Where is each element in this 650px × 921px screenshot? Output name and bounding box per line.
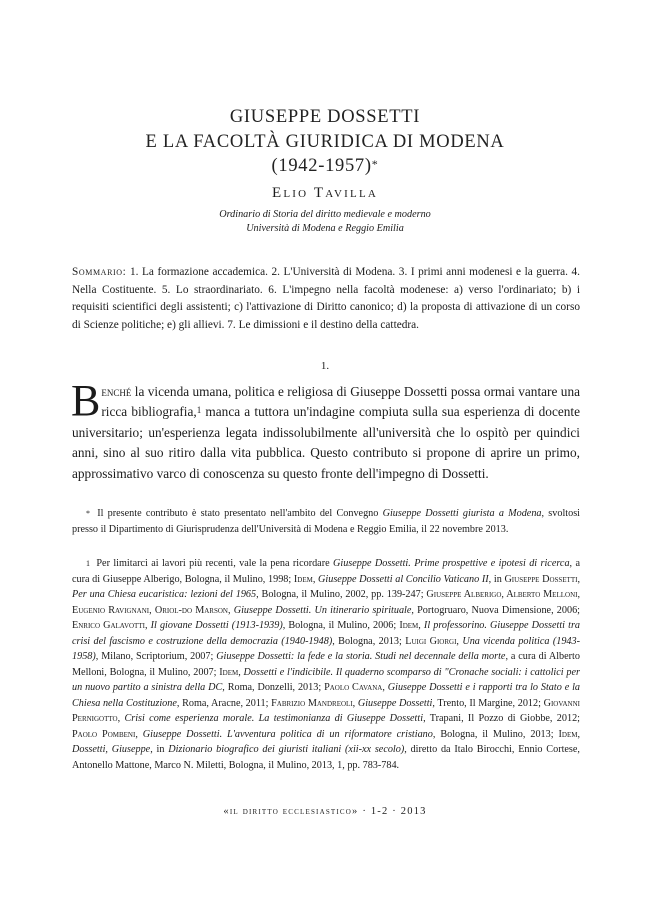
footnote-italic: Giuseppe Dossetti al Concilio Vaticano II [318, 573, 489, 585]
footnote-italic: Dizionario biografico dei giuristi italiani (xii-xx secolo) [168, 744, 405, 755]
footnote-author: Idem [558, 728, 578, 740]
body-paragraph [71, 376, 580, 484]
footnote-text: , [144, 620, 151, 631]
article-title-line-1: GIUSEPPE DOSSETTI [229, 107, 421, 127]
title-dates-text: (1942-1957) [271, 156, 372, 176]
section-number: 1. [320, 360, 330, 372]
footnote-italic: Il giovane Dossetti (1913-1939) [150, 620, 283, 631]
footnote-italic: Giuseppe Dossetti. Un itinerario spirituale [233, 604, 412, 616]
title-footnote-marker: * [371, 157, 379, 171]
article-title-line-2: E LA FACOLTÀ GIURIDICA DI MODENA [145, 132, 505, 152]
footnote-text: , Trapani, Il Pozzo di Giobbe, 2012; [423, 713, 581, 724]
footnote-author: Luigi Giorgi [405, 635, 457, 647]
footnote-text: , Bologna, 2013; [332, 635, 406, 647]
footnote-text: , [352, 697, 358, 709]
footnote-text: , svoltosi presso il Dipartimento di Giurisprudenza dell'Università di Modena e Reggio Emilia, il 22 novembre 2013. [72, 508, 580, 535]
footnote-text: , Trento, Il Margine, 2012; [432, 697, 544, 709]
footnote-text: , [382, 682, 388, 693]
footnote-italic: Una vicenda politica (1943-1958) [72, 635, 581, 662]
footnote-text: , a cura di Giuseppe Alberigo, Bologna, il Mulino, 1998; [72, 558, 580, 585]
footnote-text: Il presente contributo è stato presentato nell'ambito del Convegno [93, 508, 383, 519]
footnote-text: , Portogruaro, Nuova Dimensione, 2006; [411, 604, 581, 616]
footnote-text: , [577, 728, 580, 740]
footnote-text: , [577, 573, 580, 585]
author-name: Elio Tavilla [271, 185, 379, 201]
footnote-author: Paolo Cavana [324, 682, 383, 693]
footnote-text: , Roma, Donzelli, 2013; [222, 682, 325, 693]
footnote-author: Idem [219, 666, 239, 678]
footnote-text: , in [488, 573, 505, 585]
footnote-italic: Giuseppe Dossetti [357, 697, 433, 709]
body-text-part-1: la vicenda umana, politica e religiosa di Giuseppe Dossetti possa ormai vantare una ricca bibliografia, [101, 384, 580, 420]
footnote-text: , Bologna, il Mulino, 2006; [282, 620, 400, 631]
author-affiliation-university: Università di Modena e Reggio Emilia [246, 223, 404, 234]
summary-label: Sommario: [72, 266, 127, 278]
footnote-star-mark: * [86, 509, 90, 518]
footnote-text: , diretto da Italo Birocchi, Ennio Cortese, Antonello Mattone, Marco N. Miletti, Bologna, il Mulino, 2013, 1, pp. 783-784. [72, 744, 580, 771]
footnote-1 [72, 556, 580, 773]
article-title-dates [0, 155, 650, 178]
footnote-author: Giuseppe Alberigo, Alberto Melloni, Eugenio Ravignani, Oriol-do Marson [72, 589, 580, 616]
footnote-text: , [418, 620, 424, 631]
footnote-text: , [227, 604, 234, 616]
footnote-author: Paolo Pombeni [72, 728, 136, 740]
footnote-italic: Giuseppe Dossetti: la fede e la storia. Studi nel decennale della morte [216, 651, 506, 662]
footnote-text: , Milano, Scriptorium, 2007; [95, 651, 217, 662]
footnote-italic: Giuseppe Dossetti. L'avventura politica di un riformatore cristiano [142, 728, 433, 740]
footnote-author: Giuseppe Dossetti [504, 573, 578, 585]
footnote-italic: Dossetti, Giuseppe [72, 744, 151, 755]
footnote-text: , [456, 635, 463, 647]
footnote-text: , Bologna, il Mulino, 2013; [432, 728, 559, 740]
footnote-author: Idem [293, 573, 313, 585]
footnote-italic: Giuseppe Dossetti. Prime prospettive e ipotesi di ricerca [333, 558, 570, 569]
footnote-text: , a cura di Alberto Melloni, Bologna, il Mulino, 2007; [72, 651, 580, 678]
footnote-text: , Roma, Aracne, 2011; [176, 697, 272, 709]
journal-footer: «il diritto ecclesiastico» · 1-2 · 2013 [223, 806, 427, 817]
footnote-italic: Giuseppe Dossetti giurista a Modena [382, 508, 542, 519]
footnote-text: , [135, 728, 143, 740]
footnote-text: , in [150, 744, 169, 755]
lead-smallcaps: enché [101, 384, 132, 399]
footnote-italic: Il professorino. Giuseppe Dossetti tra crisi del fascismo e costruzione della democrazia (1940-1948) [72, 620, 581, 647]
footnote-italic: Crisi come esperienza morale. La testimonianza di Giuseppe Dossetti [124, 713, 424, 724]
footnote-author: Giovanni Pernigotto [72, 697, 580, 724]
footnote-text: , [312, 573, 319, 585]
footnote-text: , [238, 666, 244, 678]
summary-abstract [72, 264, 580, 334]
footnote-italic: Giuseppe Dossetti e i rapporti tra lo Stato e la Chiesa nella Costituzione [72, 682, 581, 709]
footnote-text: , Bologna, il Mulino, 2002, pp. 139-247; [256, 589, 427, 600]
footnote-author: Fabrizio Mandreoli [271, 697, 353, 709]
footnote-italic: Dossetti e l'indicibile. Il quaderno scomparso di "Cronache sociali: i cattolici per un nuovo partito a sinistra della DC [72, 666, 580, 693]
footnote-italic: Per una Chiesa eucaristica: lezioni del 1965 [72, 589, 257, 600]
summary-text: 1. La formazione accademica. 2. L'Università di Modena. 3. I primi anni modenesi e la guerra. 4. Nella Costituente. 5. Lo straordinariato. 6. L'impegno nella facoltà modenese: a) verso l'ordinariato; b) i requisiti scientifici degli assistenti; c) l'attivazione di Diritto canonico; d) la proposta di attivazione di un corso di Scienze politiche; e) gli allievi. 7. Le dimissioni e il destino della cattedra. [72, 266, 581, 331]
footnote-1-mark: 1 [86, 559, 90, 568]
footnote-text: , [117, 713, 125, 724]
footnote-text: Per limitarci ai lavori più recenti, vale la pena ricordare [93, 558, 334, 569]
footnote-author: Idem [399, 620, 419, 631]
footnote-reference-1[interactable]: 1 [196, 405, 202, 416]
footnote-author: Enrico Galavotti [72, 620, 145, 631]
body-text-part-2: manca a tuttora un'indagine compiuta sulla sua esperienza di docente universitario; un'esperienza legata indissolubilmente all'università che lo ospitò per quindici anni, sino al suo ritiro dalla vita pubblica. Questo contributo si propone di aprire un primo, approssimativo varco di conoscenza su questo fronte dell'impegno di Dossetti. [72, 404, 580, 481]
author-affiliation-role: Ordinario di Storia del diritto medievale e moderno [219, 209, 431, 220]
drop-cap: B [71, 376, 101, 425]
footnote-star [72, 506, 580, 537]
